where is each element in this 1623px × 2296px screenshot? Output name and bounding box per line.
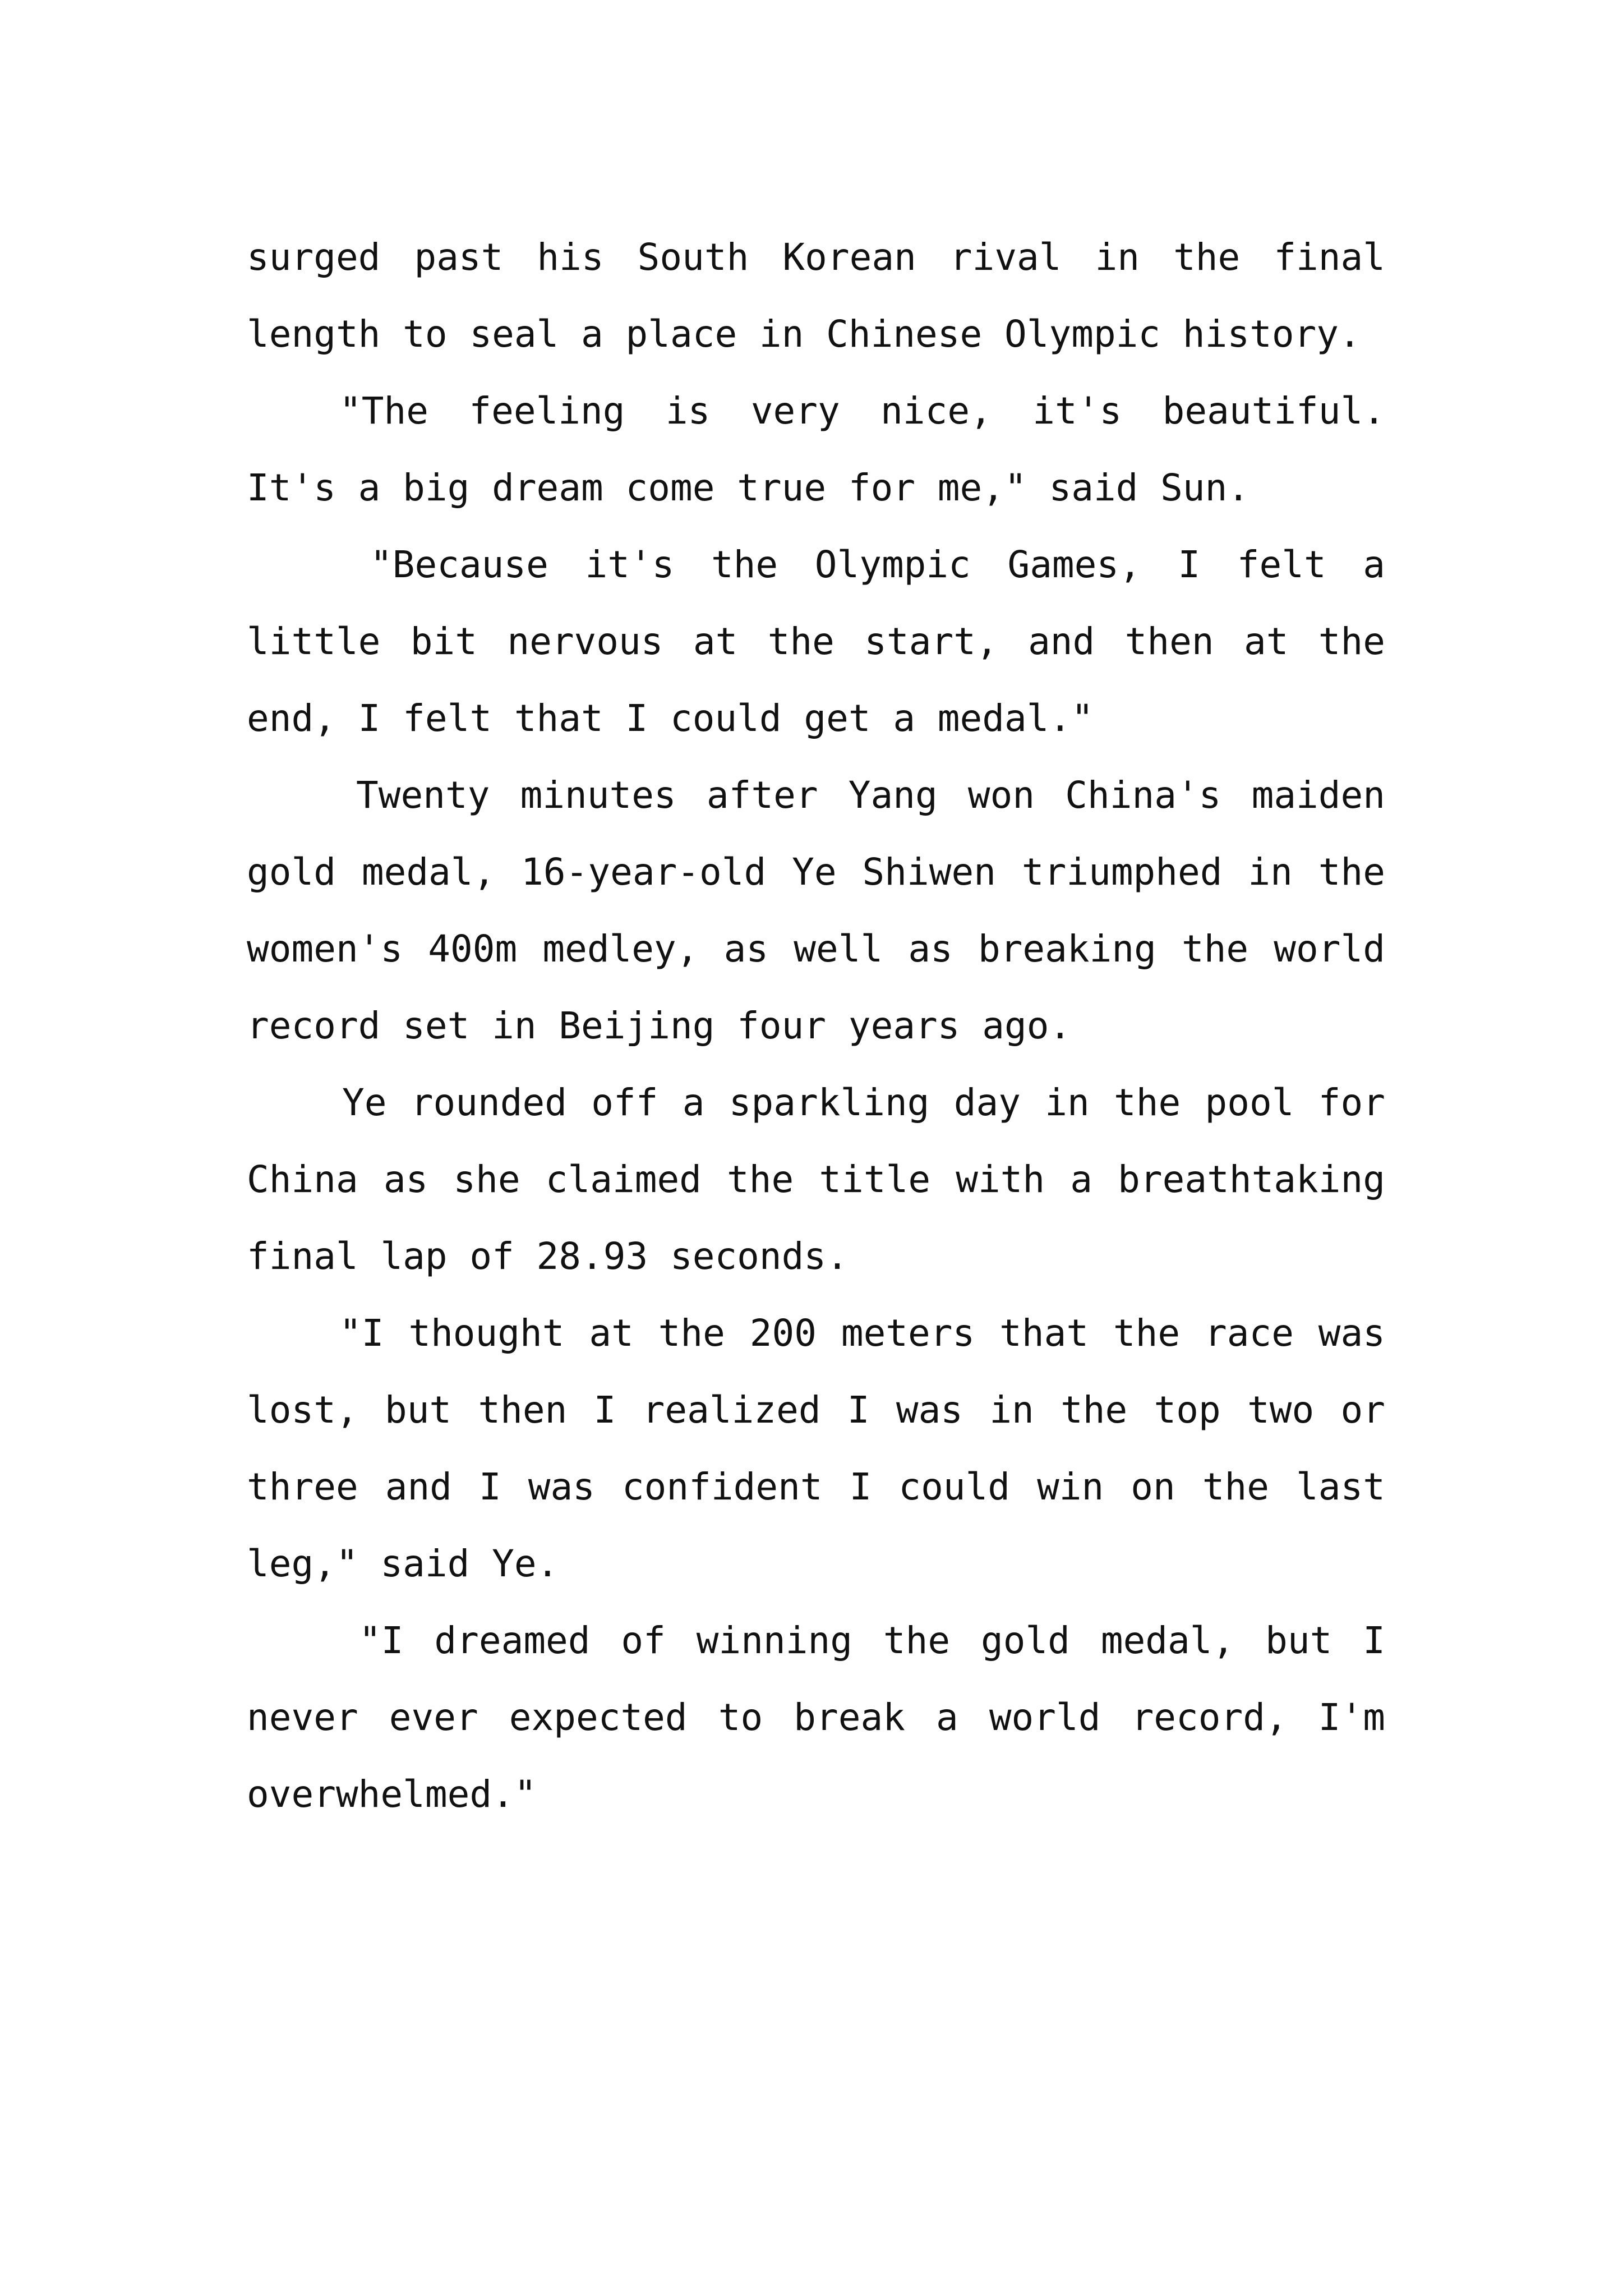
- paragraph-continuation: surged past his South Korean rival in the final length to seal a place in Chinese Olympic history.: [247, 236, 1385, 356]
- paragraph-quote-olympic-games: "Because it's the Olympic Games, I felt a little bit nervous at the start, and then at the end, I felt that I could get a medal.": [247, 543, 1385, 740]
- paragraph-quote-world-record: "I dreamed of winning the gold medal, but I never ever expected to break a world record, I'm overwhelmed.": [247, 1619, 1385, 1816]
- paragraph-quote-sun: "The feeling is very nice, it's beautiful. It's a big dream come true for me," said Sun.: [247, 389, 1385, 509]
- paragraph-quote-ye: "I thought at the 200 meters that the race was lost, but then I realized I was in the top two or three and I was confident I could win on the last leg," said Ye.: [247, 1312, 1385, 1585]
- article-body: [247, 219, 1385, 1833]
- paragraph-ye-shiwen: Twenty minutes after Yang won China's maiden gold medal, 16-year-old Ye Shiwen triumphed in the women's 400m medley, as well as breaking the world record set in Beijing four years ago.: [247, 774, 1385, 1047]
- paragraph-sparkling-day: Ye rounded off a sparkling day in the pool for China as she claimed the title with a breathtaking final lap of 28.93 seconds.: [247, 1081, 1385, 1278]
